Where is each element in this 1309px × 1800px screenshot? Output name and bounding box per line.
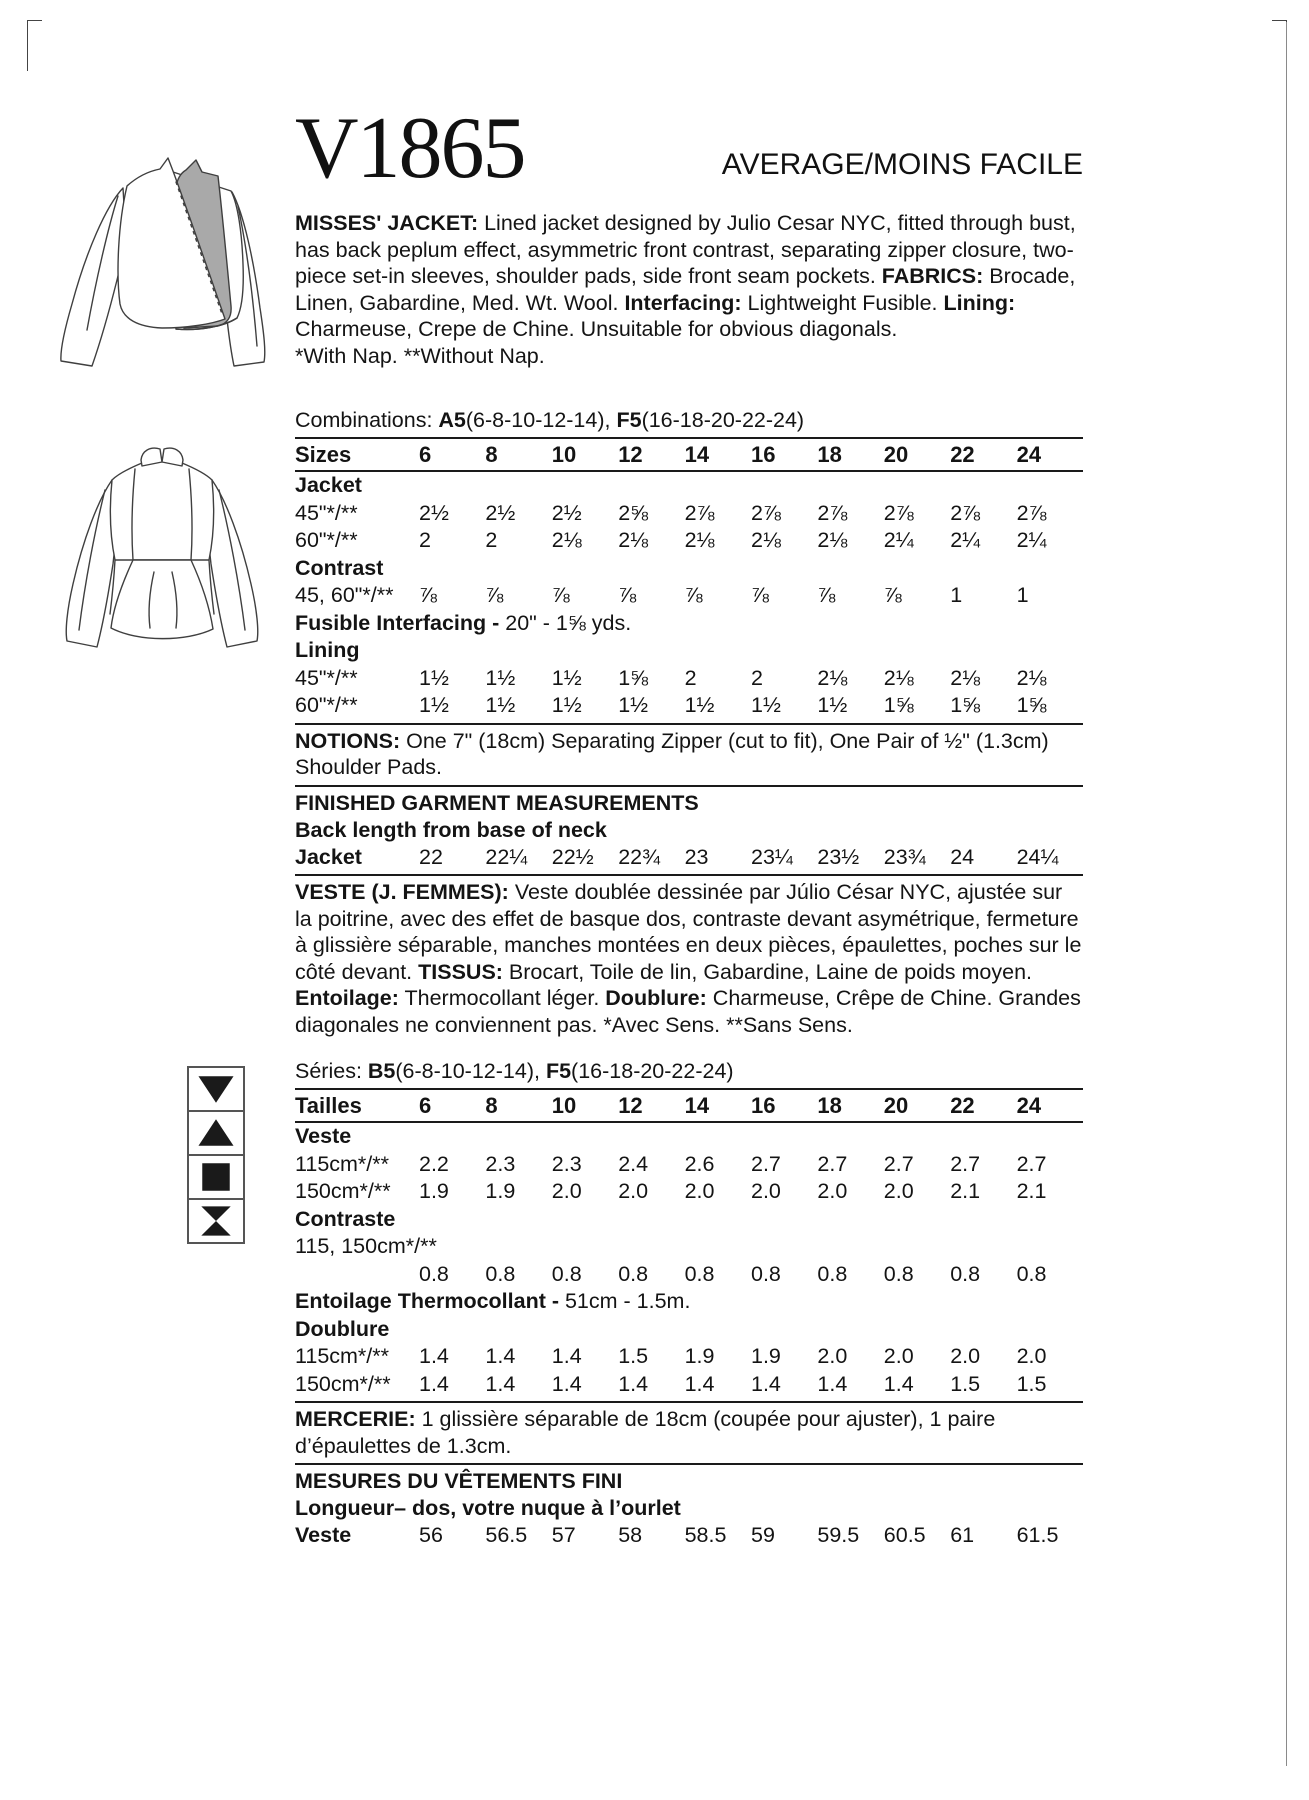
table-row — [295, 844, 1083, 872]
table-cell: 2.0 — [883, 1179, 914, 1203]
table-cell: 1.5 — [1016, 1371, 1047, 1396]
table-cell: 1½ — [485, 665, 516, 690]
row-label: 115, 150cm*/** — [295, 1234, 437, 1258]
table-cell: 24¼ — [1016, 844, 1059, 869]
table-row — [295, 1123, 1083, 1151]
table-cell: 1½ — [419, 665, 449, 690]
table-cell: 2⅛ — [950, 665, 981, 690]
table-cell: 1½ — [751, 693, 781, 717]
table-cell: 2.3 — [485, 1151, 516, 1176]
table-cell: ⅞ — [817, 583, 836, 607]
table-cell: 1⅝ — [618, 665, 649, 690]
table-cell: 23¼ — [751, 844, 793, 869]
table-cell: 2.7 — [950, 1151, 981, 1176]
table-cell: 0.8 — [551, 1261, 582, 1286]
table-cell: 1.4 — [551, 1371, 582, 1396]
table-cell: 2⅛ — [618, 528, 649, 552]
table-cell: 2.0 — [751, 1179, 781, 1203]
text-segment: Doublure: — [605, 986, 707, 1010]
table-row — [295, 1288, 1083, 1316]
table-cell: 1½ — [618, 693, 649, 717]
row-label: 60"*/** — [295, 528, 358, 552]
table-cell: 23½ — [817, 844, 860, 869]
table-cell: ⅞ — [618, 583, 637, 607]
table-cell: 14 — [684, 441, 710, 467]
finished-measurements-row-english — [295, 844, 1083, 872]
table-cell: 2⅛ — [817, 665, 848, 690]
text-segment: (16-18-20-22-24) — [641, 408, 805, 432]
yardage-table-french — [295, 1088, 1083, 1399]
table-cell: 1 — [950, 583, 963, 607]
table-cell: 2 — [684, 665, 697, 690]
table-cell: 56.5 — [485, 1523, 528, 1547]
row-label: Tailles — [295, 1092, 362, 1118]
yardage-key-symbols — [187, 1066, 245, 1244]
table-row — [295, 637, 1083, 665]
symbol-box — [187, 1110, 245, 1156]
text-segment: Charmeuse, Crepe de Chine. Unsuitable for obvious diagonals. — [295, 317, 898, 341]
row-label: 45, 60"*/** — [295, 583, 394, 607]
table-cell: 2.7 — [817, 1151, 848, 1176]
row-label: 45"*/** — [295, 500, 358, 525]
text-segment: Séries: — [295, 1059, 368, 1083]
table-row — [295, 665, 1083, 693]
table-cell: 2.7 — [751, 1151, 781, 1176]
finished-measurements-title-french: MESURES DU VÊTEMENTS FINI — [295, 1469, 623, 1493]
row-label: Jacket — [295, 844, 362, 869]
table-cell: 2 — [485, 528, 498, 552]
square-icon — [189, 1156, 243, 1198]
table-cell: 2⅛ — [551, 528, 582, 552]
table-cell: 20 — [883, 1092, 909, 1118]
jacket-back-illustration — [38, 378, 286, 663]
row-label: Contraste — [295, 1206, 396, 1231]
table-cell: 22¼ — [485, 844, 528, 869]
table-row — [295, 527, 1083, 555]
row-label: Veste — [295, 1523, 352, 1547]
table-row — [295, 1151, 1083, 1179]
table-cell: 1½ — [551, 693, 582, 717]
text-segment: Brocade, Linen, Gabardine, Med. Wt. Wool. — [295, 264, 1076, 315]
text-segment: Veste doublée dessinée par Júlio César NYC, ajustée sur la poitrine, avec des effet de basque dos, contraste devant asymétrique, fermeture à glissière séparable, manches montées en deux pièces, épaulettes, poches sur le côté devant. — [295, 880, 1082, 984]
text-segment: F5 — [616, 408, 642, 432]
text-segment: *With Nap. **Without Nap. — [295, 343, 545, 368]
table-cell: 1⅝ — [950, 693, 981, 717]
table-cell: 2.0 — [684, 1179, 715, 1203]
text-segment: VESTE (J. FEMMES): — [295, 880, 515, 904]
text-segment: FABRICS: — [881, 264, 984, 288]
row-label: 150cm*/** — [295, 1371, 391, 1396]
text-segment: B5 — [367, 1059, 396, 1083]
text-segment: 1 glissière séparable de 18cm (coupée pour ajuster), 1 paire d’épaulettes de 1.3cm. — [295, 1407, 996, 1458]
text-segment: Entoilage: — [295, 986, 399, 1010]
row-label: Lining — [295, 638, 360, 662]
table-row — [295, 1522, 1083, 1550]
table-cell: 1½ — [485, 693, 516, 717]
text-segment: Fusible Interfacing - — [295, 610, 506, 635]
main-content — [295, 100, 1083, 1550]
table-cell: 10 — [551, 1092, 577, 1118]
table-cell: 1.4 — [551, 1344, 582, 1368]
crop-mark-top-right — [1272, 20, 1287, 71]
table-cell: ⅞ — [485, 583, 504, 607]
row-label: Jacket — [295, 473, 362, 497]
table-cell: 2 — [419, 528, 431, 552]
table-cell: 2.0 — [551, 1179, 582, 1203]
table-cell: 1.9 — [684, 1344, 715, 1368]
table-cell: 14 — [684, 1092, 710, 1118]
table-row — [295, 1206, 1083, 1234]
table-cell: 1.4 — [751, 1371, 781, 1396]
yardage-table-english — [295, 437, 1083, 720]
hourglass-icon — [189, 1200, 243, 1242]
header — [295, 100, 1083, 198]
table-cell: 2¼ — [1016, 528, 1047, 552]
text-segment: MISSES' JACKET: — [295, 211, 485, 235]
table-cell: 16 — [751, 441, 776, 467]
table-cell: 2⅞ — [883, 500, 914, 525]
table-cell: 2.0 — [1016, 1344, 1047, 1368]
text-segment: TISSUS: — [418, 959, 503, 984]
table-cell: 1⅝ — [1016, 693, 1047, 717]
french-description — [295, 879, 1083, 1038]
table-row — [295, 610, 1083, 638]
notions-text — [295, 728, 1083, 781]
table-cell: 1.9 — [419, 1179, 449, 1203]
series-line — [295, 1058, 1083, 1085]
combinations-line — [295, 407, 1083, 434]
table-cell: 0.8 — [684, 1261, 715, 1286]
table-row — [295, 1371, 1083, 1399]
table-cell: 0.8 — [485, 1261, 516, 1286]
table-cell: 0.8 — [817, 1261, 848, 1286]
table-row — [295, 555, 1083, 583]
crop-mark-top-left — [27, 20, 42, 71]
table-row — [295, 500, 1083, 528]
table-cell: ⅞ — [551, 583, 570, 607]
table-cell: ⅞ — [419, 583, 437, 607]
divider — [295, 1463, 1083, 1465]
table-header-row — [295, 437, 1083, 473]
table-cell: 2.1 — [1016, 1179, 1047, 1203]
symbol-box — [187, 1198, 245, 1244]
table-cell: 22 — [419, 844, 443, 869]
table-cell: 57 — [551, 1523, 576, 1547]
row-label: Doublure — [295, 1316, 390, 1341]
table-cell: 2⅛ — [1016, 665, 1047, 690]
table-cell: 22¾ — [618, 844, 661, 869]
text-segment: MERCERIE: — [295, 1407, 422, 1431]
table-cell: 60.5 — [883, 1523, 926, 1547]
table-cell: ⅞ — [883, 583, 902, 607]
table-cell: 24 — [1016, 1092, 1042, 1118]
row-label: 115cm*/** — [295, 1344, 390, 1368]
table-cell: 2⅞ — [950, 500, 981, 525]
table-row — [295, 1343, 1083, 1371]
table-cell: 2.4 — [618, 1151, 649, 1176]
table-cell: 10 — [551, 441, 577, 467]
row-label: 150cm*/** — [295, 1179, 391, 1203]
finished-measurements-title: FINISHED GARMENT MEASUREMENTS — [295, 790, 699, 815]
page-edge-line — [1286, 22, 1287, 1766]
table-cell: 58 — [618, 1523, 643, 1547]
divider — [295, 723, 1083, 725]
table-cell: 18 — [817, 441, 842, 467]
table-cell: 8 — [485, 1092, 498, 1118]
text-segment: Brocart, Toile de lin, Gabardine, Laine de poids moyen. — [502, 959, 1033, 984]
table-cell: 59.5 — [817, 1523, 860, 1547]
table-cell: 0.8 — [950, 1261, 981, 1286]
table-cell: 1½ — [551, 665, 582, 690]
finished-measurements-row-french — [295, 1522, 1083, 1550]
row-label: 45"*/** — [295, 665, 358, 690]
table-cell: 56 — [419, 1523, 443, 1547]
table-cell: 2¼ — [883, 528, 914, 552]
table-cell: 24 — [950, 844, 975, 869]
table-cell: 2.0 — [618, 1179, 649, 1203]
divider — [295, 1401, 1083, 1403]
text-segment: Entoilage Thermocollant - — [295, 1289, 565, 1313]
jacket-front-illustration — [26, 112, 288, 380]
table-cell: 1.9 — [751, 1344, 781, 1368]
table-row — [295, 582, 1083, 610]
table-row — [295, 1178, 1083, 1206]
table-cell: 24 — [1016, 441, 1042, 467]
table-cell: 6 — [419, 1092, 432, 1118]
text-segment: Lining: — [943, 290, 1016, 315]
table-cell: 2⅞ — [1016, 500, 1047, 525]
table-cell: ⅞ — [751, 583, 769, 607]
table-cell: 2½ — [551, 500, 582, 525]
text-segment: (16-18-20-22-24) — [571, 1059, 734, 1083]
table-cell: 1.5 — [950, 1371, 981, 1396]
table-cell: 2½ — [419, 500, 449, 525]
table-row — [295, 692, 1083, 720]
table-cell: 20 — [883, 441, 909, 467]
table-cell: 2¼ — [950, 528, 981, 552]
table-cell: 1 — [1016, 583, 1029, 607]
text-segment: One 7" (18cm) Separating Zipper (cut to fit), One Pair of ½" (1.3cm) Shoulder Pads. — [295, 728, 1049, 779]
table-cell: 1.4 — [883, 1371, 914, 1396]
table-cell: 1.4 — [618, 1371, 649, 1396]
table-cell: 23 — [684, 844, 709, 869]
table-cell: 22 — [950, 1092, 975, 1118]
table-cell: 58.5 — [684, 1523, 727, 1547]
english-description — [295, 210, 1083, 369]
row-label: Sizes — [295, 441, 352, 467]
row-label: 115cm*/** — [295, 1151, 390, 1176]
table-row — [295, 472, 1083, 500]
table-cell: 2.0 — [883, 1344, 914, 1368]
table-cell: 0.8 — [419, 1261, 449, 1286]
row-label: 60"*/** — [295, 693, 358, 717]
text-segment: Lined jacket designed by Julio Cesar NYC, fitted through bust, has back peplum effect, asymmetric front contrast, separating zipper closure, two-piece set-in sleeves, shoulder pads, side front seam pockets. — [295, 211, 1076, 288]
text-segment: Thermocollant léger. — [398, 986, 606, 1010]
table-cell: 2.0 — [817, 1179, 848, 1203]
table-cell: 2⅛ — [751, 528, 781, 552]
table-cell: 2½ — [485, 500, 516, 525]
table-cell: 2.3 — [551, 1151, 582, 1176]
table-cell: 2 — [751, 665, 763, 690]
table-cell: 2.2 — [419, 1151, 449, 1176]
row-label: Contrast — [295, 555, 384, 580]
table-cell: 2.1 — [950, 1179, 981, 1203]
table-row — [295, 1261, 1083, 1289]
text-segment: 51cm - 1.5m. — [564, 1289, 691, 1313]
table-cell: 1½ — [817, 693, 848, 717]
table-cell: 23¾ — [883, 844, 926, 869]
table-cell: ⅞ — [684, 583, 703, 607]
table-cell: 1.4 — [485, 1344, 516, 1368]
text-segment: Lightweight Fusible. — [741, 290, 944, 315]
table-cell: 1.4 — [485, 1371, 516, 1396]
table-cell: 2.7 — [1016, 1151, 1047, 1176]
divider — [295, 874, 1083, 876]
table-cell: 61 — [950, 1523, 975, 1547]
text-segment: F5 — [545, 1059, 572, 1083]
table-cell: 2⅞ — [684, 500, 715, 525]
table-cell: 2⅝ — [618, 500, 649, 525]
text-segment: A5 — [438, 408, 466, 432]
table-cell: 2.6 — [684, 1151, 715, 1176]
table-cell: 12 — [618, 441, 643, 467]
table-cell: 1.5 — [618, 1344, 649, 1368]
table-cell: 22½ — [551, 844, 594, 869]
table-cell: 22 — [950, 441, 975, 467]
table-cell: 18 — [817, 1092, 842, 1118]
finished-measurements-subtitle: Back length from base of neck — [295, 817, 607, 842]
table-cell: 1.4 — [419, 1371, 449, 1396]
text-segment: Charmeuse, Crêpe de Chine. Grandes diagonales ne conviennent pas. *Avec Sens. **Sans Sens. — [295, 986, 1081, 1037]
triangle-up-icon — [189, 1112, 243, 1154]
text-segment: Interfacing: — [624, 290, 742, 315]
table-cell: 2.0 — [817, 1344, 848, 1368]
table-cell: 2⅞ — [751, 500, 781, 525]
table-cell: 16 — [751, 1092, 776, 1118]
triangle-down-icon — [189, 1068, 243, 1110]
finished-measurements-subtitle-french: Longueur– dos, votre nuque à l’ourlet — [295, 1496, 681, 1520]
divider — [295, 785, 1083, 787]
text-segment: NOTIONS: — [295, 728, 407, 753]
table-cell: 0.8 — [618, 1261, 649, 1286]
table-cell: 2⅛ — [883, 665, 914, 690]
table-cell: 1.4 — [817, 1371, 848, 1396]
table-cell: 1½ — [684, 693, 715, 717]
table-cell: 2.7 — [883, 1151, 914, 1176]
text-segment: Combinations: — [295, 408, 439, 432]
text-segment: (6-8-10-12-14), — [395, 1059, 546, 1083]
table-cell: 2.0 — [950, 1344, 981, 1368]
table-cell: 2⅛ — [684, 528, 715, 552]
table-cell: 61.5 — [1016, 1523, 1059, 1547]
table-cell: 2⅛ — [817, 528, 848, 552]
table-cell: 59 — [751, 1523, 775, 1547]
table-cell: 8 — [485, 441, 498, 467]
mercerie-text — [295, 1406, 1083, 1459]
symbol-box — [187, 1066, 245, 1112]
table-cell: 1.4 — [684, 1371, 715, 1396]
difficulty-label: AVERAGE/MOINS FACILE — [721, 148, 1083, 181]
table-row — [295, 1316, 1083, 1344]
pattern-number: V1865 — [295, 100, 525, 197]
table-cell: 1½ — [419, 693, 449, 717]
table-cell: 2⅞ — [817, 500, 848, 525]
table-cell: 0.8 — [751, 1261, 781, 1286]
row-label: Veste — [295, 1124, 352, 1148]
table-cell: 1.4 — [419, 1344, 449, 1368]
table-cell: 1.9 — [485, 1179, 516, 1203]
text-segment: 20" - 1⅝ yds. — [505, 610, 632, 635]
text-segment: (6-8-10-12-14), — [465, 408, 617, 432]
symbol-box — [187, 1154, 245, 1200]
table-header-row — [295, 1088, 1083, 1124]
table-cell: 0.8 — [883, 1261, 914, 1286]
table-cell: 12 — [618, 1092, 643, 1118]
table-row — [295, 1233, 1083, 1261]
table-cell: 0.8 — [1016, 1261, 1047, 1286]
table-cell: 6 — [419, 441, 432, 467]
table-cell: 1⅝ — [883, 693, 914, 717]
